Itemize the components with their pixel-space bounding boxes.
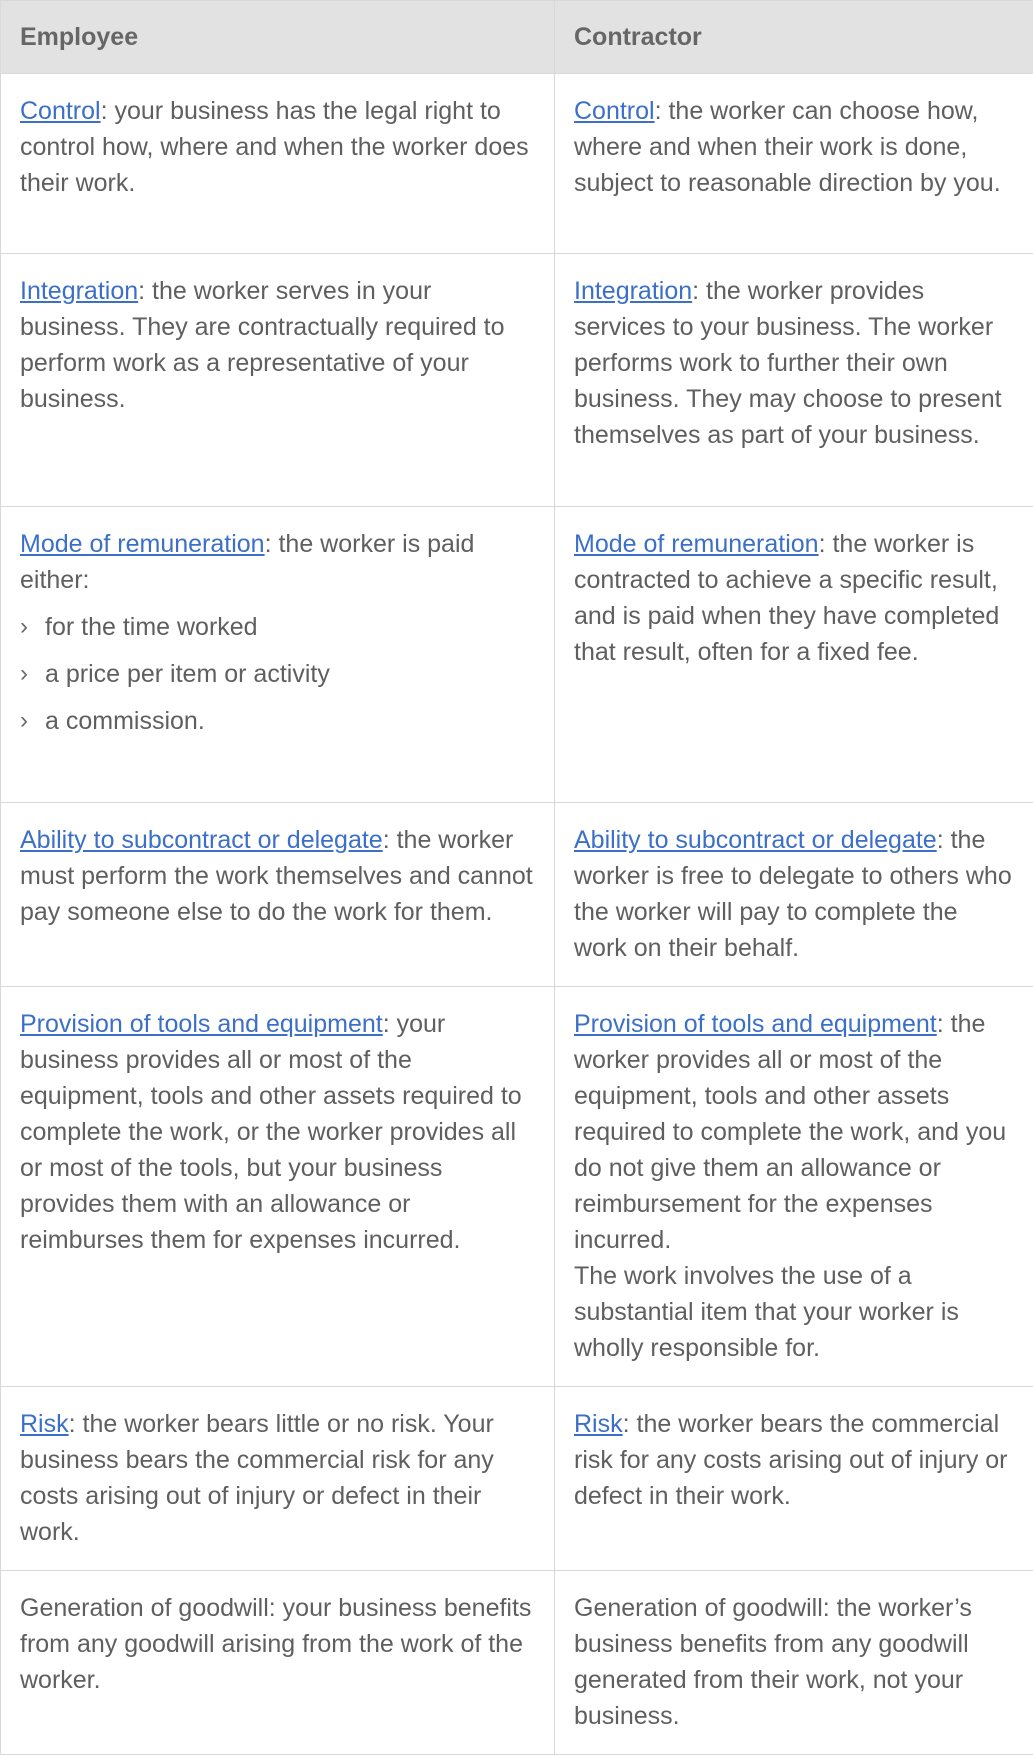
contractor-cell (555, 1571, 1033, 1755)
employee-cell (1, 507, 555, 803)
employee-cell (1, 987, 555, 1387)
cell-text: : the worker must perform the work themselves and cannot pay someone else to do the work for them. (20, 826, 533, 926)
control-link[interactable]: Control (20, 97, 101, 125)
contractor-cell (555, 254, 1033, 507)
contractor-cell (555, 74, 1033, 254)
integration-link[interactable]: Integration (574, 277, 692, 305)
contractor-column-header: Contractor (555, 1, 1033, 74)
table-row-tools (1, 987, 1033, 1387)
employee-cell (1, 1387, 555, 1571)
cell-text: : the worker is free to delegate to others who the worker will pay to complete the work on their behalf. (574, 826, 1012, 962)
cell-text: Generation of goodwill: your business benefits from any goodwill arising from the work of the worker. (20, 1594, 531, 1694)
cell-text: : the worker bears the commercial risk for any costs arising out of injury or defect in their work. (574, 1410, 1008, 1510)
list-item (20, 609, 535, 645)
cell-text: : the worker serves in your business. They are contractually required to perform work as a representative of your business. (20, 277, 505, 413)
list-item (20, 703, 535, 739)
table-row-control (1, 74, 1033, 254)
chevron-right-icon: › (20, 609, 28, 645)
mode-of-remuneration-link[interactable]: Mode of remuneration (20, 530, 265, 558)
employee-cell (1, 1571, 555, 1755)
employee-cell (1, 74, 555, 254)
mode-of-remuneration-link[interactable]: Mode of remuneration (574, 530, 819, 558)
cell-text: : the worker bears little or no risk. Your business bears the commercial risk for any costs arising out of injury or defect in their work. (20, 1410, 494, 1546)
chevron-right-icon: › (20, 656, 28, 692)
chevron-right-icon: › (20, 703, 28, 739)
cell-text: : the worker provides all or most of the equipment, tools and other assets required to complete the work, and you do not give them an allowance or reimbursement for the expenses incurred. (574, 1010, 1006, 1254)
cell-text: : the worker provides services to your business. The worker performs work to further their own business. They may choose to present themselves as part of your business. (574, 277, 1002, 449)
cell-text-extra: The work involves the use of a substantial item that your worker is wholly responsible for. (574, 1262, 959, 1362)
risk-link[interactable]: Risk (20, 1410, 69, 1438)
integration-link[interactable]: Integration (20, 277, 138, 305)
contractor-cell (555, 803, 1033, 987)
list-item-text: for the time worked (45, 613, 258, 641)
risk-link[interactable]: Risk (574, 1410, 623, 1438)
contractor-cell (555, 507, 1033, 803)
list-item-text: a commission. (45, 707, 205, 735)
cell-text: : the worker can choose how, where and when their work is done, subject to reasonable direction by you. (574, 97, 1001, 197)
subcontract-link[interactable]: Ability to subcontract or delegate (20, 826, 383, 854)
table-row-goodwill (1, 1571, 1033, 1755)
cell-text: : your business provides all or most of the equipment, tools and other assets required to complete the work, or the worker provides all or most of the tools, but your business provides them with an allowance or reimburses them for expenses incurred. (20, 1010, 522, 1254)
employee-cell (1, 254, 555, 507)
employee-column-header: Employee (1, 1, 555, 74)
header-row (1, 1, 1033, 74)
remuneration-list (20, 609, 535, 739)
contractor-cell (555, 987, 1033, 1387)
cell-text: Generation of goodwill: the worker’s business benefits from any goodwill generated from their work, not your business. (574, 1594, 972, 1730)
table-row-risk (1, 1387, 1033, 1571)
list-item-text: a price per item or activity (45, 660, 330, 688)
cell-text: : the worker is paid either: (20, 530, 474, 594)
tools-equipment-link[interactable]: Provision of tools and equipment (20, 1010, 383, 1038)
contractor-cell (555, 1387, 1033, 1571)
table-row-subcontract (1, 803, 1033, 987)
control-link[interactable]: Control (574, 97, 655, 125)
employee-cell (1, 803, 555, 987)
table-row-integration (1, 254, 1033, 507)
table-row-remuneration (1, 507, 1033, 803)
subcontract-link[interactable]: Ability to subcontract or delegate (574, 826, 937, 854)
list-item (20, 656, 535, 692)
cell-text: : your business has the legal right to control how, where and when the worker does their work. (20, 97, 529, 197)
tools-equipment-link[interactable]: Provision of tools and equipment (574, 1010, 937, 1038)
cell-text: : the worker is contracted to achieve a specific result, and is paid when they have completed that result, often for a fixed fee. (574, 530, 999, 666)
